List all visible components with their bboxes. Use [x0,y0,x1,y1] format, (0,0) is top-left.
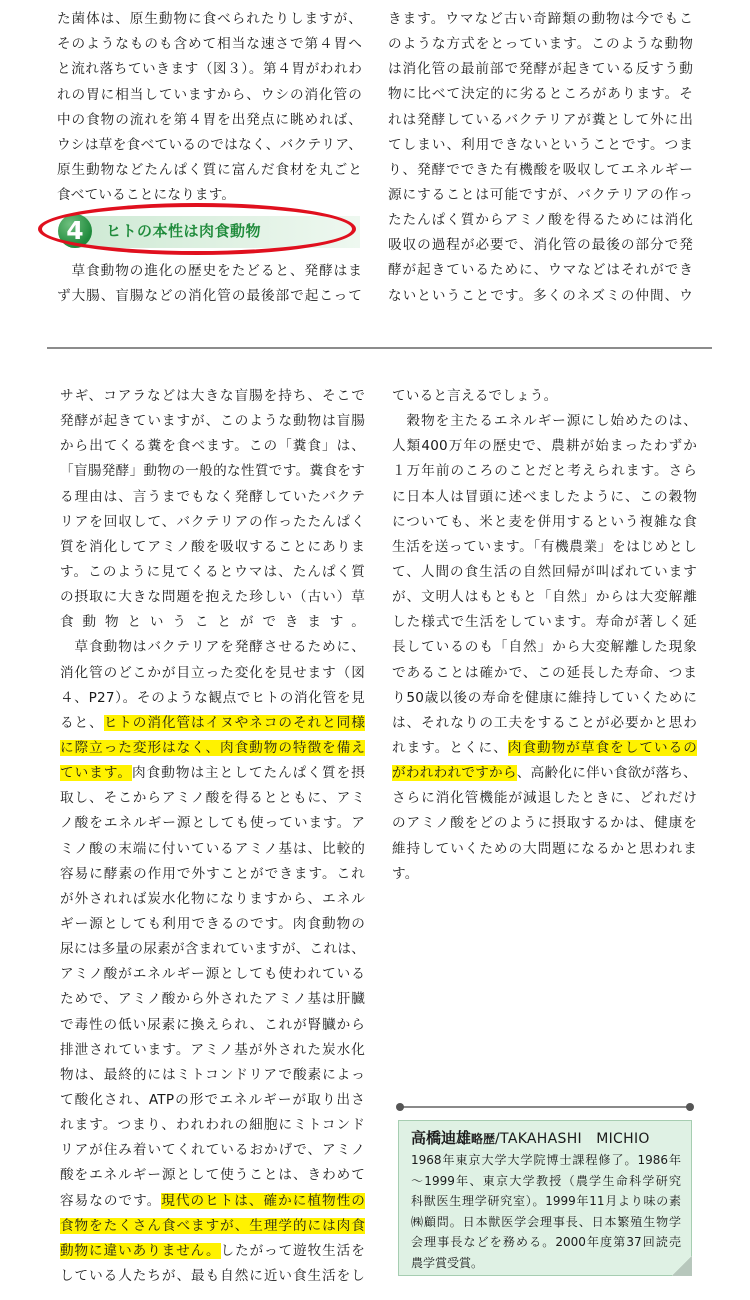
page-divider [47,347,712,349]
highlighted-text: に際立った変形はなく、肉食動物の特徴を備え [60,739,365,756]
text-segment: 尿には多量の尿素が含まれていますが、これは、 [60,941,365,958]
text-line [60,711,365,736]
text-line [60,434,365,459]
text-line: 食べていることになります。 [57,187,236,204]
profile-card [398,1120,692,1276]
text-segment: 「盲腸発酵」動物の一般的な性質です。糞食をす [60,463,365,480]
text-line [392,560,697,585]
top-left-column [57,7,362,309]
text-segment: 排泄されています。アミノ基が外された炭水化 [60,1041,365,1058]
text-line [60,585,365,610]
text-line: れの胃に相当していますから、ウシの消化管の [57,86,362,103]
text-line [60,811,365,836]
text-segment: ミノ酸の末端に付いているアミノ基は、比較的 [60,840,365,857]
text-segment: す。 [392,865,419,882]
text-line: 原生動物などたんぱく質に富んだ食材を丸ごと [57,162,362,179]
text-segment: さらに消化管機能が減退したときに、どれだけ [392,790,697,807]
text-line [60,1038,365,1063]
text-line [60,661,365,686]
text-segment: て、人間の食生活の自然回帰が叫ばれています [392,563,697,580]
text-line [392,610,697,635]
text-line [60,535,365,560]
text-line: 科獣医生理学研究室）。1999年11月より味の素 [411,1194,681,1208]
text-line [60,1239,365,1264]
text-segment: から出てくる糞を食べます。この「糞食」は、 [60,438,365,455]
text-segment: は、それなりの工夫をすることが必要かと思わ [392,714,697,731]
text-line: 農学賞受賞。 [411,1255,484,1270]
text-segment: れます。とくに、 [392,739,508,756]
red-circle-annotation [38,203,356,255]
text-line: ～1999年、東京大学教授（農学生命科学研究 [411,1173,681,1188]
text-segment: 食動物ということができます。 [60,614,365,631]
text-segment: が、文明人はもともと「自然」からは大変解離 [392,589,697,606]
text-line [60,1013,365,1038]
text-segment: が外されれば炭水化物になりますから、エネル [60,890,365,907]
text-segment: す。このように見てくるとウマは、たんぱく質 [60,563,365,580]
profile-name-line [411,1127,681,1150]
highlighted-text: ヒトの消化管はイヌやネコのそれと同様 [103,714,365,731]
text-segment: ると、 [60,714,104,731]
rule-dot-left [396,1103,404,1111]
text-line: のような方式をとっています。このような動物 [388,36,693,53]
text-line [60,786,365,811]
text-segment: のアミノ酸をどのように摂取するかは、健康を [392,815,697,832]
text-line [392,761,697,786]
text-line [392,409,697,434]
text-line: てしまい、利用できないということです。つま [388,136,693,153]
text-line [392,786,697,811]
text-line [60,937,365,962]
text-segment: 容易に酵素の作用で外すことができます。これ [60,865,365,882]
text-line: たたんぱく質からアミノ酸を得るためには消化 [388,212,693,229]
text-line [392,384,697,409]
text-line [392,510,697,535]
text-line: ㈱顧問。日本獣医学会理事長、日本繁殖生物学 [411,1214,681,1229]
text-line [60,459,365,484]
text-line: 酵が起きているために、ウマなどはそれができ [388,262,693,279]
text-segment: サギ、コアラなどは大きな盲腸を持ち、そこで [60,388,365,404]
text-line [392,485,697,510]
author-name: 高橋迪雄 [411,1129,472,1147]
text-segment: １万年前のころのことだと考えられます。さら [392,463,697,480]
text-segment: ためで、アミノ酸から外されたアミノ基は肝臓 [60,991,365,1008]
text-line [392,837,697,862]
text-line [60,384,365,409]
text-segment: 物は、最終的にはミトコンドリアで酸素によっ [60,1066,365,1083]
text-line [60,1138,365,1163]
text-segment: 長しているのも「自然」から大変解離した現象 [392,639,697,656]
text-segment: 肉食動物は主としてたんぱく質を摂 [131,765,365,782]
text-line: 中の食物の流れを第４胃を出発点に眺めれば、 [57,111,362,128]
text-segment: ギー源としても利用できるのです。肉食動物の [60,915,365,932]
text-segment: 取し、そこからアミノ酸を得るとともに、アミ [60,790,365,807]
text-line: り、発酵でできた有機酸を吸収してエネルギー [388,161,693,178]
text-segment: している人たちが、最も自然に近い食生活をし [60,1267,365,1284]
text-line [60,1113,365,1138]
text-line [392,661,697,686]
section-number-badge: 4 [58,214,92,248]
text-line [60,1189,365,1214]
text-line [60,1214,365,1239]
text-line [392,811,697,836]
text-line [60,1264,365,1289]
text-segment: の摂取に大きな問題を抱えた珍しい（古い）草 [60,589,365,606]
text-line [60,409,365,434]
section-title: ヒトの本性は肉食動物 [106,222,262,240]
text-line: れは発酵しているバクテリアが糞として外に出 [388,111,693,128]
highlighted-text: 現代のヒトは、確かに植物性の [161,1192,365,1209]
highlighted-text: 肉食動物が草食をしているの [507,739,697,756]
text-segment: ていると言えるでしょう。 [392,388,558,404]
text-segment: についても、米と麦を併用するという複雑な食 [392,513,697,530]
text-line [392,711,697,736]
bottom-right-column [392,384,697,887]
text-line: 会理事長などを務める。2000年度第37回読売 [411,1235,681,1249]
highlighted-text: 動物に違いありません。 [60,1242,221,1259]
text-segment: て酸化され、ATPの形でエネルギーが取り出さ [60,1091,365,1108]
text-segment: 生活を送っています。「有機農業」をはじめとし [392,538,697,555]
text-line: と流れ落ちていきます（図３）。第４胃がわれわ [57,61,362,78]
text-line [60,560,365,585]
text-line: ないということです。多くのネズミの仲間、ウ [388,287,693,304]
text-line: きます。ウマなど古い奇蹄類の動物は今でもこ [388,11,693,27]
text-line [392,862,697,887]
text-segment: れます。つまり、われわれの細胞にミトコンド [60,1117,365,1134]
card-page-curl [672,1256,692,1276]
text-line: 1968年東京大学大学院博士課程修了。1986年 [411,1153,681,1167]
text-line [60,610,365,635]
top-right-column [388,7,693,309]
text-line [60,686,365,711]
text-segment: ４、P27）。そのような観点でヒトの消化管を見 [60,689,365,706]
text-segment: 草食動物はバクテリアを発酵させるために、 [60,639,365,656]
text-segment: 穀物を主たるエネルギー源にし始めたのは、 [392,413,697,430]
text-line [60,1063,365,1088]
text-segment: ノ酸をエネルギー源としても使っています。ア [60,815,365,832]
text-line [60,887,365,912]
text-segment: 維持していくための大問題になるかと思われま [392,840,697,857]
text-segment: で毒性の低い尿素に換えられ、これが腎臓から [60,1016,365,1033]
text-segment: リアを回収して、バクテリアの作ったたんぱく [60,513,365,530]
author-bio [411,1150,681,1273]
text-segment: り50歳以後の寿命を健康に維持していくために [392,689,697,706]
text-segment: に日本人は冒頭に述べましたように、この穀物 [392,488,697,505]
text-line [60,1163,365,1188]
bottom-left-column [60,384,365,1289]
highlighted-text: 食物をたくさん食べますが、生理学的には肉食 [60,1217,365,1234]
text-segment: したがって遊牧生活を [220,1242,365,1259]
text-segment: 質を消化してアミノ酸を吸収することにありま [60,538,365,555]
text-line [60,1088,365,1113]
text-line: 草食動物の進化の歴史をたどると、発酵はま [57,262,362,279]
highlighted-text: がわれわれですから [392,765,517,782]
text-line [392,434,697,459]
text-line: そのようなものも含めて相当な速さで第４胃へ [57,36,362,53]
text-line [60,635,365,660]
text-line [392,635,697,660]
text-line [392,459,697,484]
text-line [60,987,365,1012]
text-line: ず大腸、盲腸などの消化管の最後部で起こって [57,287,362,304]
text-line [60,485,365,510]
text-line [60,837,365,862]
text-line [60,912,365,937]
text-segment: 消化管のどこかが目立った変化を見せます（図 [60,664,365,681]
text-line [60,761,365,786]
text-segment: リアが住み着いてくれているおかげで、アミノ [60,1142,365,1159]
text-segment: 容易なのです。 [60,1192,162,1209]
author-romanized-name: /TAKAHASHI MICHIO [495,1131,650,1147]
text-line [60,862,365,887]
text-segment: 人類400万年の歴史で、農耕が始まったわずか [392,438,697,455]
text-line [392,686,697,711]
text-segment: アミノ酸がエネルギー源としても使われている [60,966,365,983]
text-line: 物に比べて決定的に劣るところがあります。そ [388,86,693,103]
text-line: は消化管の最前部で発酵が起きている反すう動 [388,61,693,78]
text-line: ウシは草を食べているのではなく、バクテリア、 [57,136,362,153]
text-line [60,736,365,761]
text-line: 吸収の過程が必要で、消化管の最後の部分で発 [388,237,693,254]
text-segment: 発酵が起きていますが、このような動物は盲腸 [60,413,365,430]
text-line: 源にすることは可能ですが、バクテリアの作っ [388,186,693,203]
text-segment: る理由は、言うまでもなく発酵していたバクテ [60,488,365,505]
text-line [60,962,365,987]
text-line: た菌体は、原生動物に食べられたりしますが、 [57,11,362,27]
text-line [392,535,697,560]
text-line [392,736,697,761]
highlighted-text: ています。 [60,765,132,782]
text-segment: した様式で生活をしています。寿命が著しく延 [392,614,697,631]
text-segment: 、高齢化に伴い食欲が落ち、 [516,765,697,782]
text-segment: 酸をエネルギー源として使うことは、きわめて [60,1167,365,1184]
text-segment: であることは確かで、この延長した寿命、つま [392,664,697,681]
bio-label: 略歴 [471,1132,496,1146]
text-line [60,510,365,535]
text-line [392,585,697,610]
profile-rule [398,1106,692,1108]
rule-dot-right [686,1103,694,1111]
